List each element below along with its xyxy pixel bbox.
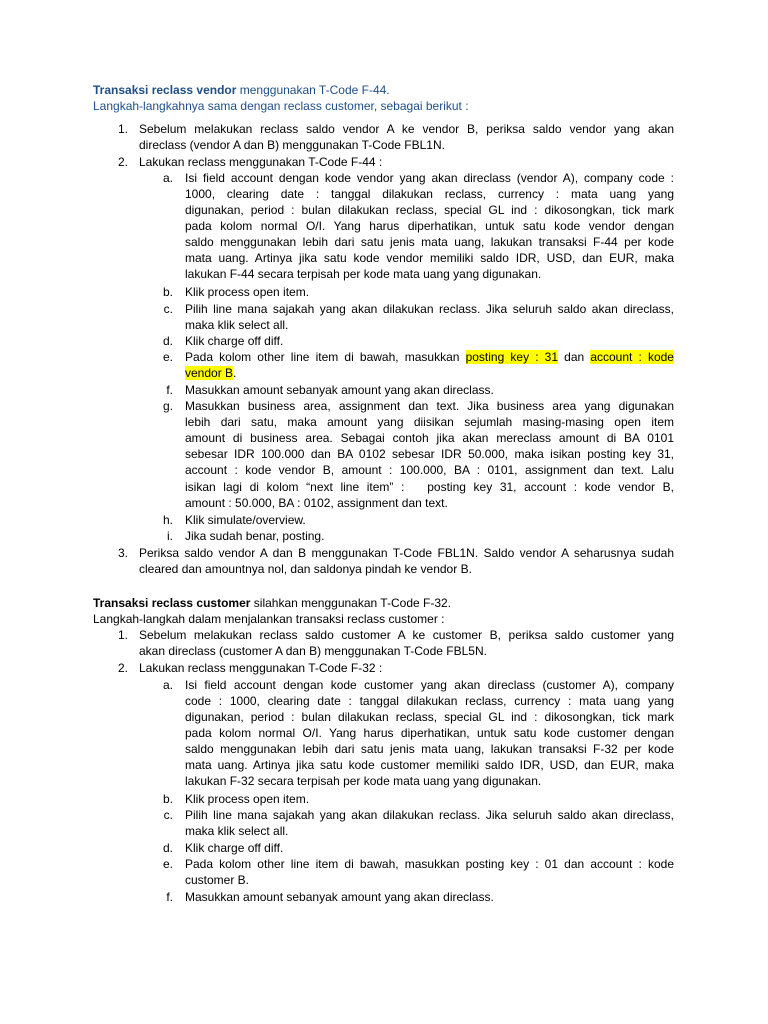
sublist-letter: d. [162,334,173,348]
sublist-letter: b. [162,792,173,806]
substep-text: digunakan, period : bulan dilakukan reclass, special GL ind : dikosongkan, tick mark [185,203,674,217]
substep-text: amount di business area. Sebagai contoh jika akan mereclass amount di BA 0101 [185,431,674,445]
substep-text: 1000, clearing date : tanggal dilakukan reclass, currency : mata uang yang [185,187,674,201]
substep-text: Pilih line mana sajakah yang akan dilakukan reclass. Jika seluruh saldo akan direclass, [185,302,674,316]
step-text: Periksa saldo vendor A dan B menggunakan T-Code FBL1N. Saldo vendor A seharusnya sudah [139,546,674,560]
title-rest: silahkan menggunakan T-Code F-32. [250,596,452,610]
e-end: . [233,366,237,380]
list-number: 3. [117,546,128,560]
substep-text: Masukkan amount sebanyak amount yang akan direclass. [185,890,494,904]
sublist-letter: f. [166,383,173,397]
substep-text: Isi field account dengan kode vendor yang akan direclass (vendor A), company code : [185,171,674,185]
substep-text: maka klik select all. [185,318,289,332]
title-bold: Transaksi reclass vendor [93,83,237,97]
substep-text: pada kolom normal O/I. Yang harus diperhatikan, untuk satu kode customer dengan [185,726,674,740]
substep-text: customer B. [185,873,250,887]
list-number: 1. [117,628,128,642]
step-text: Lakukan reclass menggunakan T-Code F-44 : [139,155,383,169]
substep-text: code : 1000, clearing date : tanggal dilakukan reclass, currency : mata uang yang [185,694,674,708]
section-vendor-intro: Langkah-langkahnya sama dengan reclass customer, sebagai berikut : [93,99,469,113]
sublist-letter: b. [162,285,173,299]
substep-text: pada kolom normal O/I. Yang harus diperhatikan, untuk satu kode vendor dengan [185,219,674,233]
sublist-letter: a. [162,678,173,692]
substep-text [185,349,674,365]
sublist-letter: d. [162,841,173,855]
highlight-account: account : kode [590,350,674,364]
sublist-letter: c. [163,302,173,316]
substep-text [185,365,236,381]
substep-text: lakukan F-44 secara terpisah per kode mata uang yang digunakan. [185,267,542,281]
substep-text: mata uang. Artinya jika satu kode customer memiliki saldo IDR, USD, dan EUR, maka [185,758,674,772]
substep-text: Klik process open item. [185,792,310,806]
sublist-letter: c. [163,808,173,822]
substep-text: Klik charge off diff. [185,334,284,348]
substep-text: digunakan, period : bulan dilakukan reclass, special GL ind : dikosongkan, tick mark [185,710,674,724]
substep-text: Masukkan business area, assignment dan text. Jika business area yang digunakan [185,399,674,413]
substep-text: maka klik select all. [185,824,289,838]
section-customer-intro: Langkah-langkah dalam menjalankan transaksi reclass customer : [93,612,445,626]
substep-text: Jika sudah benar, posting. [185,529,325,543]
list-number: 2. [117,155,128,169]
substep-text: mata uang. Artinya jika satu kode vendor memiliki saldo IDR, USD, dan EUR, maka [185,251,674,265]
substep-text: Klik process open item. [185,285,310,299]
step-text: akan direclass (customer A dan B) menggunakan T-Code FBL5N. [139,644,487,658]
substep-text: Pada kolom other line item di bawah, masukkan posting key : 01 dan account : kode [185,857,674,871]
substep-text: lakukan F-32 secara terpisah per kode mata uang yang digunakan. [185,774,542,788]
e-pre: Pada kolom other line item di bawah, masukkan [185,350,466,364]
section-customer-title [93,595,451,611]
list-number: 1. [117,122,128,136]
sublist-letter: f. [166,890,173,904]
section-vendor-title [93,82,390,98]
title-bold: Transaksi reclass customer [93,596,251,610]
substep-text: Pilih line mana sajakah yang akan dilakukan reclass. Jika seluruh saldo akan direclass, [185,808,674,822]
substep-text: lebih dari satu, maka amount yang diisikan sejumlah masing-masing open item [185,415,674,429]
substep-text: Klik charge off diff. [185,841,284,855]
sublist-letter: e. [162,857,173,871]
step-text: Lakukan reclass menggunakan T-Code F-32 : [139,661,383,675]
substep-text: Klik simulate/overview. [185,513,306,527]
substep-text: sebesar IDR 100.000 dan BA 0102 sebesar IDR 50.000, maka isikan posting key 31, [185,447,674,461]
substep-text: Masukkan amount sebanyak amount yang akan direclass. [185,383,494,397]
list-number: 2. [117,661,128,675]
e-mid: dan [558,350,591,364]
step-text: Sebelum melakukan reclass saldo customer A ke customer B, periksa saldo customer yang [139,628,674,642]
sublist-letter: e. [162,350,173,364]
substep-text: account : kode vendor B, amount : 100.000, BA : 0101, assignment dan text. Lalu [185,463,674,477]
step-text: cleared dan amountnya nol, dan saldonya pindah ke vendor B. [139,562,472,576]
highlight-posting-key: posting key : 31 [465,350,559,364]
substep-text: saldo menggunakan lebih dari satu jenis mata uang, lakukan transaksi F-32 per kode [185,742,674,756]
sublist-letter: g. [162,399,173,413]
sublist-letter: a. [162,171,173,185]
title-rest: menggunakan T-Code F-44. [236,83,390,97]
step-text: Sebelum melakukan reclass saldo vendor A ke vendor B, periksa saldo vendor yang akan [139,122,674,136]
substep-text: Isi field account dengan kode customer yang akan direclass (customer A), company [185,678,674,692]
highlight-vendor: vendor B [185,366,234,380]
substep-text: saldo menggunakan lebih dari satu jenis mata uang, lakukan transaksi F-44 per kode [185,235,674,249]
sublist-letter: i. [167,529,173,543]
sublist-letter: h. [162,513,173,527]
substep-text: isikan lagi di kolom “next line item” : posting key 31, account : kode vendor B, [185,480,674,494]
step-text: direclass (vendor A dan B) menggunakan T-Code FBL1N. [139,138,445,152]
substep-text: amount : 50.000, BA : 0102, assignment dan text. [185,496,448,510]
